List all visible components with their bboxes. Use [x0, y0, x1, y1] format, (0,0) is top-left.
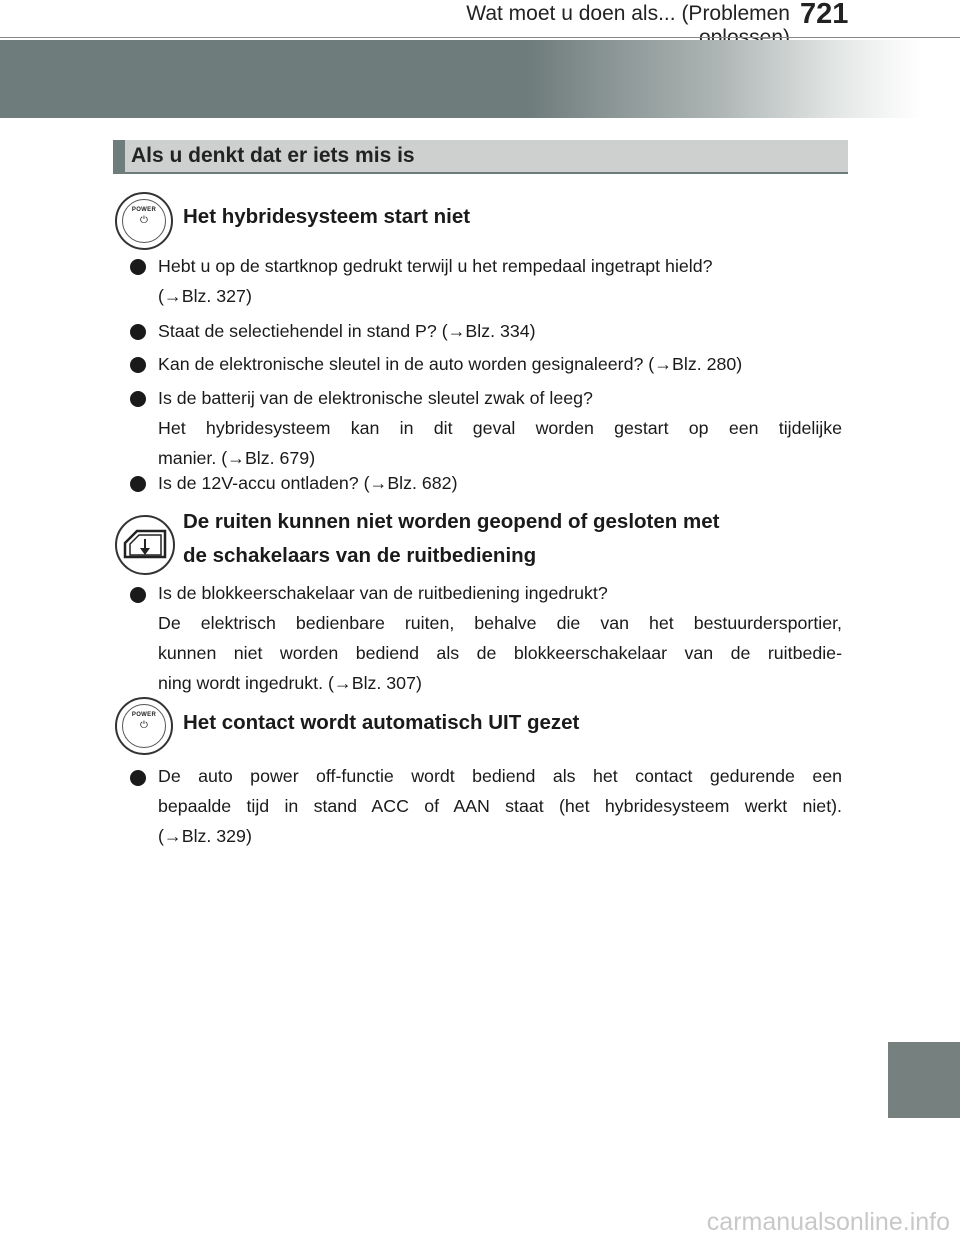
bullet-icon: [130, 587, 146, 603]
section-title: Als u denkt dat er iets mis is: [131, 144, 415, 167]
bullet-icon: [130, 770, 146, 786]
bullet-icon: [130, 391, 146, 407]
page-number: 721: [800, 0, 849, 30]
header-rule: [0, 37, 960, 38]
running-header-title: Wat moet u doen als... (Problemen: [466, 2, 790, 25]
power-symbol: ⏻: [140, 720, 148, 731]
header-gradient-band: [0, 40, 960, 118]
power-button-icon: [115, 697, 173, 755]
power-label: POWER: [131, 712, 157, 718]
bullet-icon: [130, 357, 146, 373]
subheading-auto-off: Het contact wordt automatisch UIT gezet: [183, 711, 580, 734]
power-window-icon: [115, 515, 175, 575]
power-symbol: ⏻: [140, 215, 148, 226]
subheading-hybrid-start: Het hybridesysteem start niet: [183, 205, 471, 228]
chapter-side-tab: [888, 1042, 960, 1118]
watermark-logo: carmanualsonline.info: [706, 1208, 950, 1236]
section-title-bar: [113, 140, 848, 174]
power-button-icon: [115, 192, 173, 250]
bullet-icon: [130, 476, 146, 492]
subheading-power-windows: De ruiten kunnen niet worden geopend of gesloten met de schakelaars van de ruitbediening: [183, 510, 720, 567]
power-label: POWER: [131, 207, 157, 213]
bullet-icon: [130, 259, 146, 275]
bullet-icon: [130, 324, 146, 340]
